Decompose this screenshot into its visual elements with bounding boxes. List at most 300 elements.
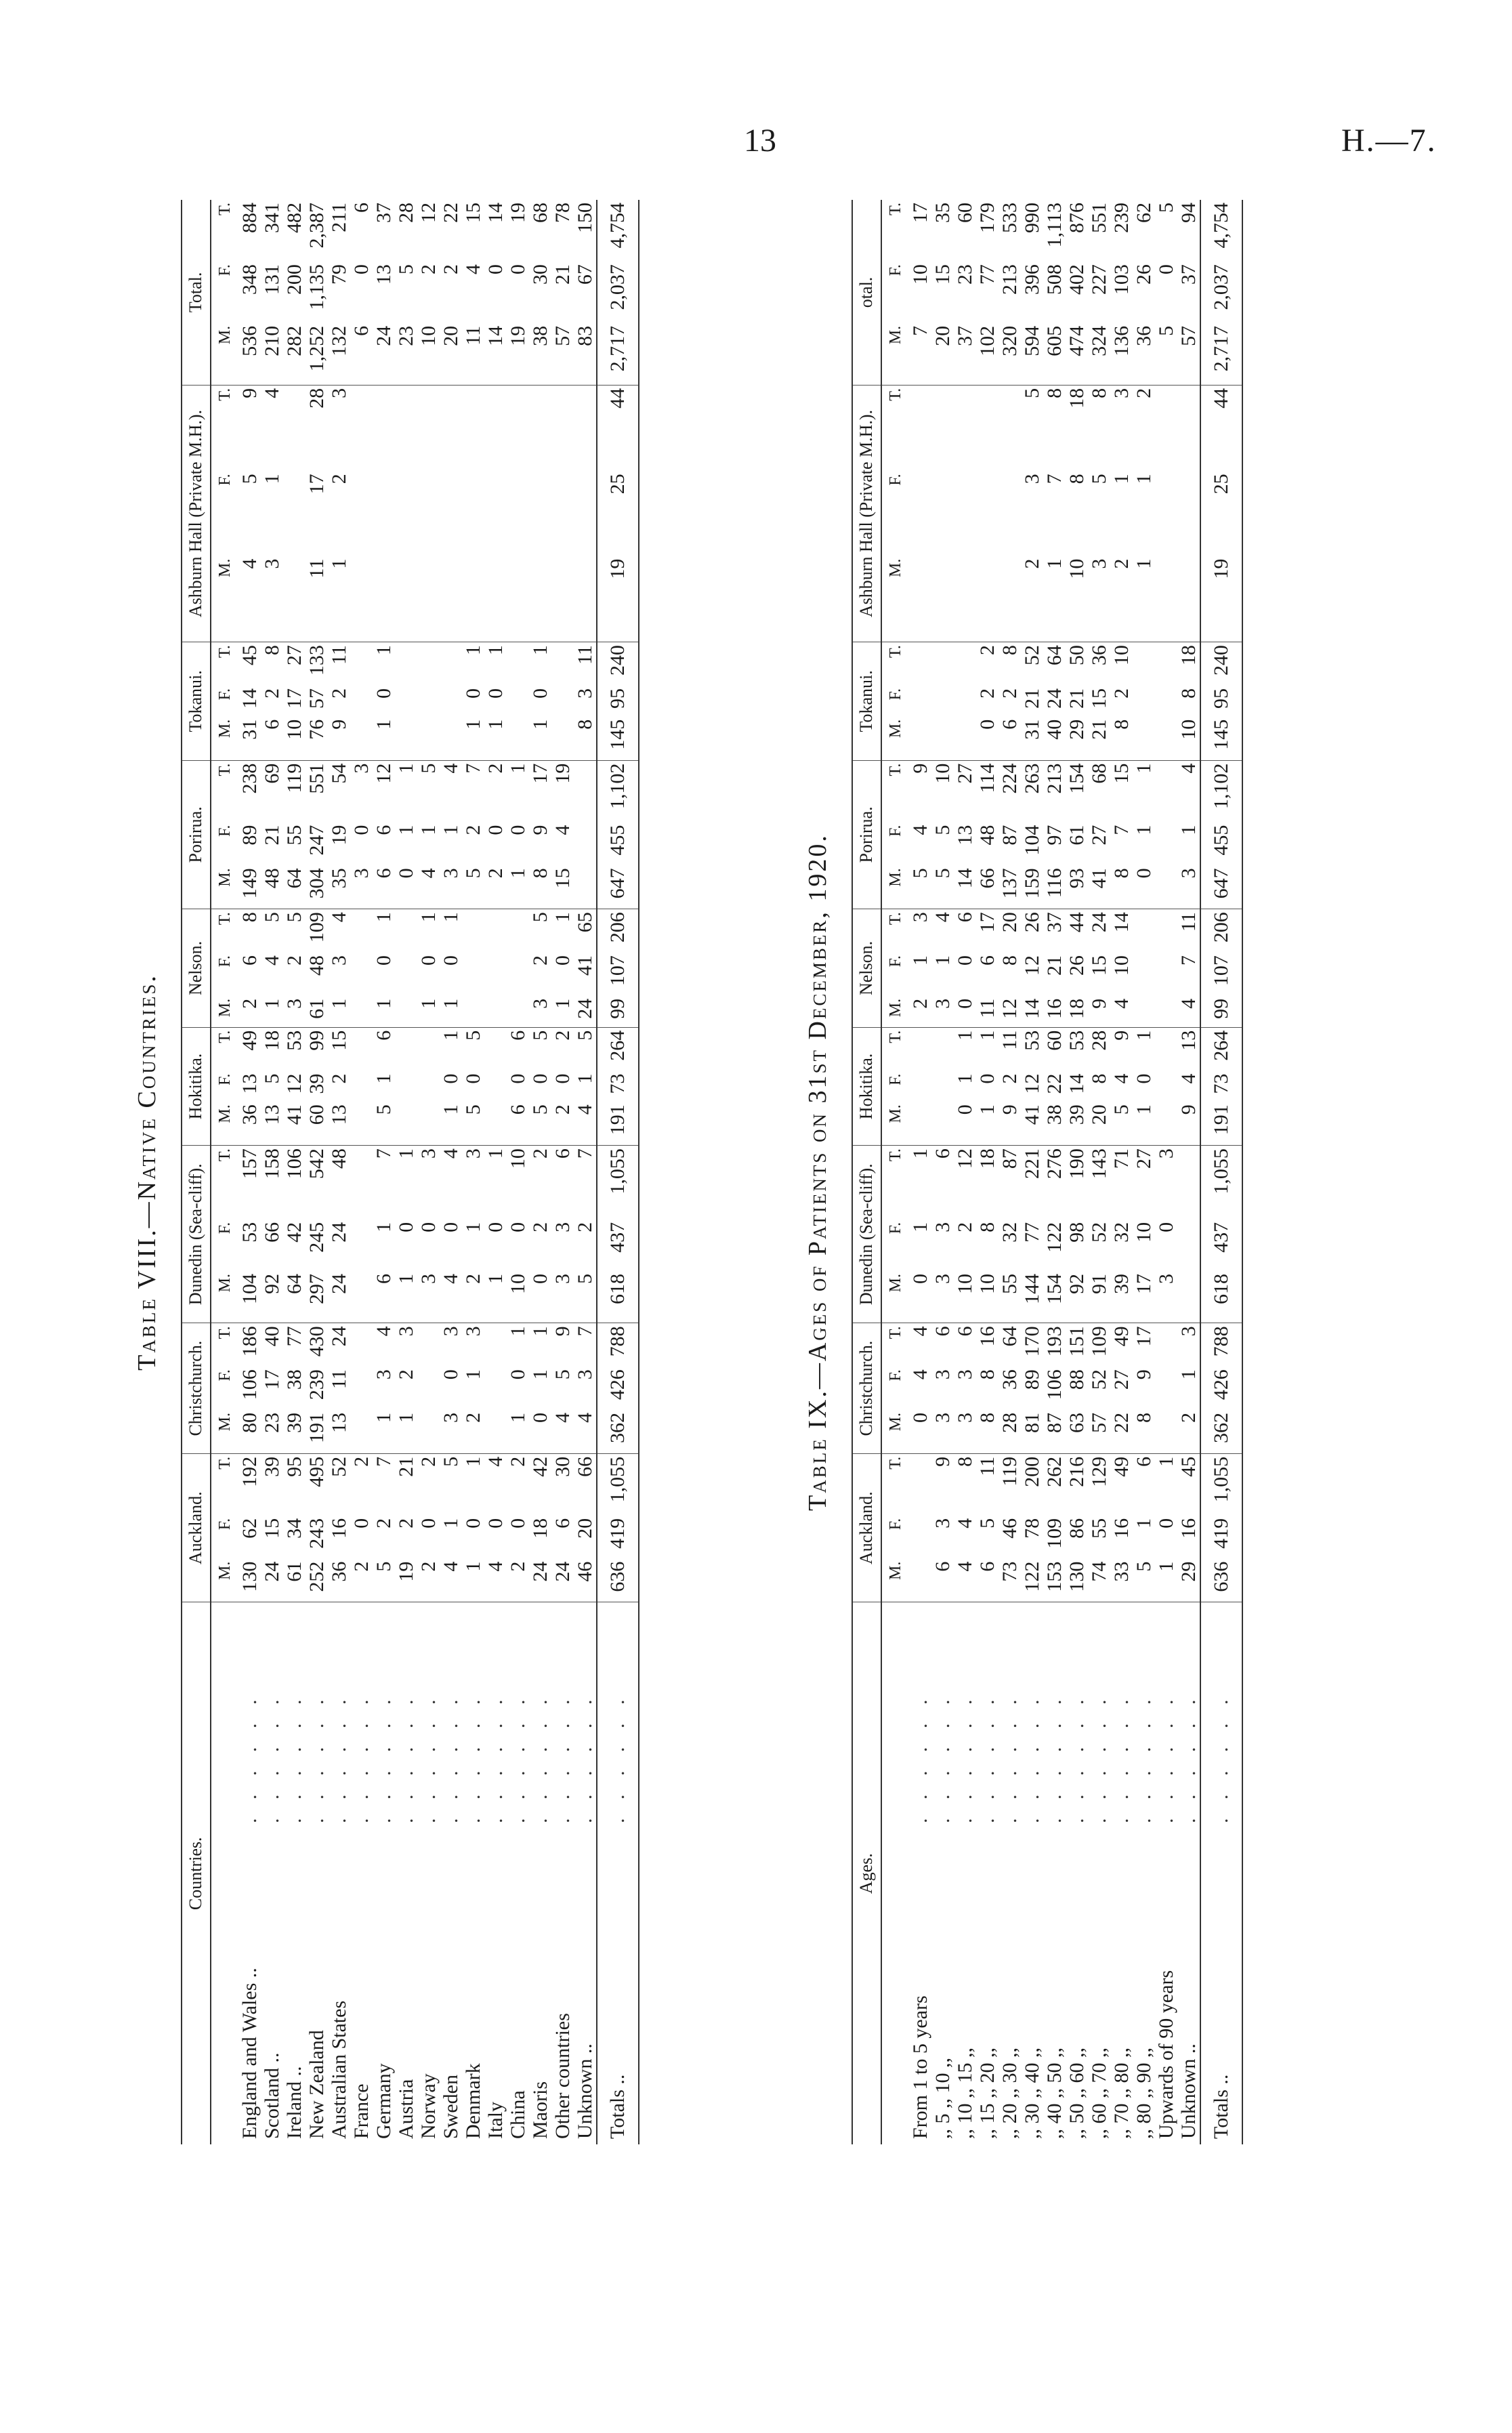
table-cell: 26 [1132, 264, 1155, 285]
table-cell: 130 [238, 1559, 261, 1602]
table-cell: 1 [551, 996, 574, 1027]
table-cell: 1 [1177, 825, 1200, 835]
table-cell [484, 996, 507, 1027]
table-cell: 27 [282, 645, 306, 666]
totals-cell: 788 [1200, 1323, 1242, 1367]
table-cell: 5 [528, 912, 551, 923]
totals-cell: 636 [1200, 1559, 1242, 1602]
table-cell [395, 1027, 417, 1070]
table-cell: 536 [238, 323, 261, 385]
table-cell: 2 [975, 688, 999, 699]
table-cell: 17 [282, 688, 306, 709]
table-cell: 482 [282, 203, 306, 233]
leader-dots: . . . . . . [953, 1692, 976, 1823]
totals-cell: 19 [1200, 556, 1242, 642]
table-cell: 17 [975, 912, 999, 933]
table-cell: 0 [506, 1073, 529, 1084]
table-cell: 8 [975, 1369, 999, 1380]
table-cell: 6 [551, 1148, 574, 1159]
table-cell: 4 [908, 1326, 931, 1337]
table-cell: 55 [282, 825, 306, 846]
table-viii-title: Table VIII.—Native Countries. [133, 974, 161, 1371]
table-cell: 3 [440, 1410, 462, 1453]
table-cell [395, 642, 417, 686]
table-cell: 0 [506, 1222, 529, 1232]
table-cell: 1 [417, 996, 440, 1027]
document-reference: H.—7. [1341, 123, 1437, 159]
sex-subheader: F. [215, 1369, 234, 1381]
table-cell: 67 [573, 264, 596, 285]
table-cell: 5 [373, 1559, 395, 1602]
table-cell: 23 [953, 264, 976, 285]
table-cell: 6 [373, 1271, 395, 1323]
table-cell: 0 [439, 1369, 462, 1380]
row-label: ,, 10 ,, 15 ,, [953, 2047, 976, 2139]
table-cell [373, 556, 395, 642]
table-cell: 2 [998, 688, 1021, 699]
table-cell: 5 [462, 865, 484, 909]
table-cell: 4 [574, 1102, 597, 1145]
table-cell: 227 [1087, 264, 1110, 295]
table-cell: 8 [998, 955, 1021, 966]
table-cell: 2 [282, 955, 306, 966]
table-cell: 1 [528, 645, 551, 656]
table-cell: 210 [261, 323, 283, 385]
table-cell [909, 686, 931, 717]
table-cell: 122 [1043, 1222, 1066, 1253]
table-cell: 238 [238, 763, 261, 794]
table-cell: 9 [908, 763, 931, 774]
table-cell [1155, 1410, 1177, 1453]
row-label: Other countries [551, 2013, 574, 2139]
table-cell: 11 [462, 323, 484, 385]
totals-cell: 362 [1200, 1410, 1242, 1453]
table-cell: 52 [1087, 1369, 1110, 1390]
table-cell [1177, 1271, 1200, 1323]
table-cell: 2 [551, 1102, 574, 1145]
table-row [909, 200, 931, 2144]
table-cell [1155, 1102, 1177, 1145]
table-cell [462, 996, 484, 1027]
table-cell: 104 [1020, 825, 1043, 856]
sex-subheader: M. [211, 865, 238, 909]
table-row [1133, 200, 1155, 2144]
totals-cell: 19 [597, 556, 639, 642]
table-cell: 4 [1110, 1073, 1133, 1084]
table-cell: 27 [953, 763, 976, 784]
table-cell: 4 [238, 556, 261, 642]
table-cell: 16 [1043, 996, 1066, 1027]
table-cell: 21 [394, 1456, 417, 1477]
leader-dots: . . . . . . [1200, 1602, 1242, 1826]
table-cell: 2 [327, 474, 350, 484]
table-cell: 6 [551, 1518, 574, 1529]
sex-subheader: M. [211, 996, 238, 1027]
table-cell: 20 [931, 323, 954, 385]
table-row [551, 200, 574, 2144]
row-label: From 1 to 5 years [908, 1995, 931, 2139]
table-cell: 8 [1110, 865, 1133, 909]
table-cell: 0 [417, 1518, 440, 1529]
table-cell [417, 1367, 440, 1410]
table-cell: 8 [1133, 1410, 1155, 1453]
table-cell: 95 [282, 1456, 306, 1477]
table-cell: 9 [1110, 1030, 1133, 1041]
table-cell [931, 471, 954, 556]
leader-dots: . . . . . . [394, 1692, 417, 1823]
table-cell: 3 [953, 1369, 976, 1380]
totals-cell: 95 [1200, 686, 1242, 717]
leader-dots: . . . . . . [350, 1692, 373, 1823]
table-cell [462, 471, 484, 556]
table-cell: 3 [1177, 1326, 1200, 1337]
table-cell [1155, 996, 1177, 1027]
table-cell: 0 [909, 1271, 931, 1323]
table-cell: 0 [395, 865, 417, 909]
sex-subheader: T. [215, 203, 234, 215]
table-row [1066, 200, 1088, 2144]
table-cell: 87 [998, 1148, 1021, 1169]
header-row [852, 200, 881, 2144]
table-cell: 2 [998, 1073, 1021, 1084]
leader-dots: . . . . . . [931, 1692, 954, 1823]
table-cell: 23 [261, 1410, 283, 1453]
table-ix [803, 200, 1355, 2144]
table-cell: 60 [953, 203, 976, 223]
table-cell: 0 [484, 688, 507, 699]
table-cell: 9 [1177, 1102, 1200, 1145]
table-cell: 1 [931, 955, 954, 966]
table-cell [909, 1027, 931, 1070]
table-cell: 4 [461, 264, 484, 275]
table-row [1088, 200, 1110, 2144]
table-cell: 1 [417, 912, 440, 923]
table-cell [954, 471, 976, 556]
table-cell [484, 556, 507, 642]
table-cell [462, 556, 484, 642]
table-cell: 1 [461, 1222, 484, 1232]
totals-cell: 99 [597, 996, 639, 1027]
table-cell [999, 556, 1021, 642]
table-cell: 39 [1110, 1271, 1133, 1323]
table-row [1177, 200, 1200, 2144]
table-cell: 76 [306, 717, 328, 760]
table-cell: 3 [1177, 865, 1200, 909]
table-cell: 6 [350, 203, 373, 213]
totals-cell: 362 [597, 1410, 639, 1453]
leader-dots: . . . . . . [484, 1692, 507, 1823]
table-cell: 186 [238, 1326, 261, 1357]
table-cell: 3 [551, 1271, 574, 1323]
table-cell: 48 [261, 865, 283, 909]
table-cell: 7 [372, 1456, 395, 1467]
table-cell: 0 [1154, 264, 1177, 275]
table-cell: 19 [506, 203, 529, 223]
table-cell: 87 [1043, 1410, 1066, 1453]
table-cell: 40 [1043, 717, 1066, 760]
table-cell [954, 556, 976, 642]
table-cell [1133, 996, 1155, 1027]
table-cell [909, 1559, 931, 1602]
table-cell: 77 [1020, 1222, 1043, 1243]
table-ix-grid [852, 200, 1243, 2144]
table-cell: 348 [238, 264, 261, 295]
table-cell: 170 [1020, 1326, 1043, 1357]
sex-subheader: T. [886, 645, 904, 659]
totals-cell: 636 [597, 1559, 639, 1602]
table-cell: 65 [573, 912, 596, 933]
table-cell: 106 [1043, 1369, 1066, 1400]
table-cell: 5 [260, 912, 283, 923]
table-cell: 7 [1110, 825, 1133, 835]
totals-cell: 191 [1200, 1102, 1242, 1145]
table-cell: 1 [953, 1030, 976, 1041]
table-cell: 15 [461, 203, 484, 223]
table-cell: 2 [909, 996, 931, 1027]
table-cell: 24 [327, 1326, 350, 1347]
table-cell [484, 953, 507, 996]
table-cell: 0 [461, 688, 484, 699]
table-cell: 78 [551, 203, 574, 223]
table-cell: 341 [260, 203, 283, 233]
table-cell: 2 [1110, 556, 1133, 642]
table-cell: 5 [373, 1102, 395, 1145]
table-cell: 9 [328, 717, 350, 760]
table-cell [350, 385, 373, 471]
table-cell: 32 [1110, 1222, 1133, 1243]
table-cell [1155, 717, 1177, 760]
table-cell: 7 [372, 1148, 395, 1159]
table-cell: 0 [529, 1410, 551, 1453]
table-ix-title: Table IX.—Ages of Patients on 31st December, 1920. [803, 833, 832, 1511]
table-cell: 5 [931, 825, 954, 835]
table-row [1043, 200, 1066, 2144]
table-cell: 8 [976, 1410, 999, 1453]
totals-cell: 191 [597, 1102, 639, 1145]
table-cell: 106 [282, 1148, 306, 1180]
sex-subheader: T. [886, 912, 904, 926]
table-row [574, 200, 597, 2144]
table-cell: 2,387 [305, 203, 328, 249]
table-cell [417, 1027, 440, 1070]
table-cell: 276 [1043, 1148, 1066, 1180]
table-cell [283, 385, 306, 471]
table-cell: 21 [551, 264, 574, 285]
table-cell: 213 [1043, 763, 1066, 794]
table-cell [350, 1071, 373, 1102]
institution-header: Porirua. [182, 760, 211, 909]
table-cell: 4 [908, 825, 931, 835]
table-cell: 2 [461, 825, 484, 835]
leader-dots: . . . . . . [260, 1692, 283, 1823]
table-cell: 1 [551, 912, 574, 923]
table-cell: 18 [1065, 388, 1088, 409]
table-cell: 6 [953, 912, 976, 923]
table-cell: 304 [306, 865, 328, 909]
table-cell: 2 [260, 688, 283, 699]
totals-cell: 2,717 [1200, 323, 1242, 385]
sex-subheader: T. [886, 1030, 904, 1043]
table-cell: 89 [238, 825, 261, 846]
table-cell: 1 [373, 1410, 395, 1453]
institution-header: Dunedin (Sea-cliff). [852, 1146, 881, 1323]
table-cell: 8 [1110, 717, 1133, 760]
table-cell: 88 [1065, 1369, 1088, 1390]
table-cell: 200 [282, 264, 306, 295]
totals-cell: 647 [597, 865, 639, 909]
table-cell: 29 [1177, 1559, 1200, 1602]
table-viii [132, 200, 762, 2144]
table-cell: 19 [327, 825, 350, 846]
table-cell: 30 [551, 1456, 574, 1477]
table-cell: 2 [327, 1073, 350, 1084]
table-cell [373, 471, 395, 556]
table-cell: 144 [1021, 1271, 1043, 1323]
table-cell [1155, 909, 1177, 953]
table-cell: 55 [1087, 1518, 1110, 1539]
table-cell: 1 [1177, 1369, 1200, 1380]
totals-cell: 99 [1200, 996, 1242, 1027]
table-cell [551, 556, 574, 642]
table-cell: 5 [462, 1102, 484, 1145]
totals-cell: 426 [1200, 1367, 1242, 1410]
totals-cell: 2,037 [1200, 262, 1242, 323]
table-cell: 38 [1043, 1102, 1066, 1145]
table-cell: 0 [484, 1222, 507, 1232]
table-cell: 13 [1177, 1030, 1200, 1051]
table-cell: 48 [975, 825, 999, 846]
sex-subheader: T. [886, 1148, 904, 1162]
table-cell: 190 [1065, 1148, 1088, 1180]
table-cell: 17 [260, 1369, 283, 1390]
table-cell: 0 [350, 1518, 373, 1529]
table-cell: 4 [327, 912, 350, 923]
table-cell: 1 [506, 1326, 529, 1337]
table-cell: 10 [954, 1271, 976, 1323]
institution-header: Nelson. [182, 909, 211, 1027]
table-cell: 6 [350, 323, 373, 385]
totals-cell: 1,055 [1200, 1453, 1242, 1515]
table-cell: 31 [1021, 717, 1043, 760]
table-cell: 0 [506, 1369, 529, 1380]
table-cell [931, 385, 954, 471]
table-cell: 4 [1110, 996, 1133, 1027]
table-cell: 6 [372, 1030, 395, 1041]
totals-cell: 107 [1200, 953, 1242, 996]
table-cell: 8 [1065, 474, 1088, 484]
table-cell: 50 [1065, 645, 1088, 666]
table-cell: 0 [417, 955, 440, 966]
table-cell: 86 [1065, 1518, 1088, 1539]
table-cell: 15 [551, 865, 574, 909]
table-cell [1155, 471, 1177, 556]
table-cell: 13 [328, 1410, 350, 1453]
table-cell: 5 [260, 1073, 283, 1084]
table-cell: 1 [372, 1073, 395, 1084]
table-cell [976, 471, 999, 556]
table-cell [1155, 1323, 1177, 1367]
sex-subheader: T. [215, 388, 234, 401]
table-cell: 2 [506, 1456, 529, 1467]
table-viii-grid [181, 200, 639, 2144]
table-cell: 10 [1110, 645, 1133, 666]
table-cell: 15 [931, 264, 954, 285]
table-cell: 8 [260, 645, 283, 656]
table-cell: 594 [1021, 323, 1043, 385]
table-cell: 10 [908, 264, 931, 285]
totals-cell: 2,717 [597, 323, 639, 385]
table-cell: 11 [975, 1456, 999, 1476]
table-cell [954, 642, 976, 686]
table-cell: 3 [931, 1369, 954, 1380]
table-cell: 8 [1177, 688, 1200, 699]
table-cell: 30 [528, 264, 551, 285]
table-cell: 0 [506, 264, 529, 275]
table-cell: 0 [529, 1271, 551, 1323]
table-cell [350, 1323, 373, 1367]
table-cell: 5 [574, 1271, 597, 1323]
table-cell: 2 [1132, 388, 1155, 398]
table-cell: 11 [327, 645, 350, 665]
institution-header: otal. [852, 200, 881, 385]
table-cell: 119 [282, 763, 306, 793]
table-cell: 129 [1087, 1456, 1110, 1487]
table-cell [551, 385, 574, 471]
sex-subheader: T. [886, 388, 904, 401]
table-cell: 66 [976, 865, 999, 909]
row-label: ,, 70 ,, 80 ,, [1110, 2047, 1133, 2139]
totals-cell: 419 [597, 1516, 639, 1559]
table-cell [507, 717, 529, 760]
table-cell: 2 [528, 1148, 551, 1159]
sex-subheader: T. [886, 1456, 904, 1470]
table-cell: 24 [327, 1222, 350, 1243]
row-label: ,, 50 ,, 60 ,, [1065, 2047, 1088, 2139]
table-cell [417, 385, 440, 471]
table-cell: 1 [908, 1222, 931, 1232]
table-cell: 2 [975, 645, 999, 656]
table-cell: 0 [461, 1073, 484, 1084]
table-cell: 41 [573, 955, 596, 976]
table-cell [350, 1027, 373, 1070]
institution-header: Nelson. [852, 909, 881, 1027]
table-cell: 22 [1110, 1410, 1133, 1453]
table-cell: 8 [1087, 388, 1110, 398]
table-cell: 99 [305, 1030, 328, 1051]
table-cell: 239 [305, 1369, 328, 1400]
table-cell [507, 471, 529, 556]
table-cell: 32 [998, 1222, 1021, 1243]
leader-dots: . . . . . . [305, 1692, 328, 1823]
table-cell: 26 [1020, 912, 1043, 933]
table-cell: 136 [1110, 323, 1133, 385]
table-cell [507, 642, 529, 686]
table-cell: 28 [394, 203, 417, 223]
table-cell: 8 [1043, 388, 1066, 398]
table-cell [462, 909, 484, 953]
table-cell: 109 [305, 912, 328, 943]
table-cell: 52 [1087, 1222, 1110, 1243]
table-cell [350, 1410, 373, 1453]
sex-subheader: F. [886, 1369, 904, 1381]
row-label: ,, 80 ,, 90 ,, [1132, 2047, 1155, 2139]
table-cell: 211 [327, 203, 350, 232]
table-cell: 990 [1020, 203, 1043, 233]
totals-cell: 4,754 [597, 200, 639, 262]
table-cell [931, 1102, 954, 1145]
table-cell: 106 [238, 1369, 261, 1400]
table-cell: 14 [1065, 1073, 1088, 1094]
